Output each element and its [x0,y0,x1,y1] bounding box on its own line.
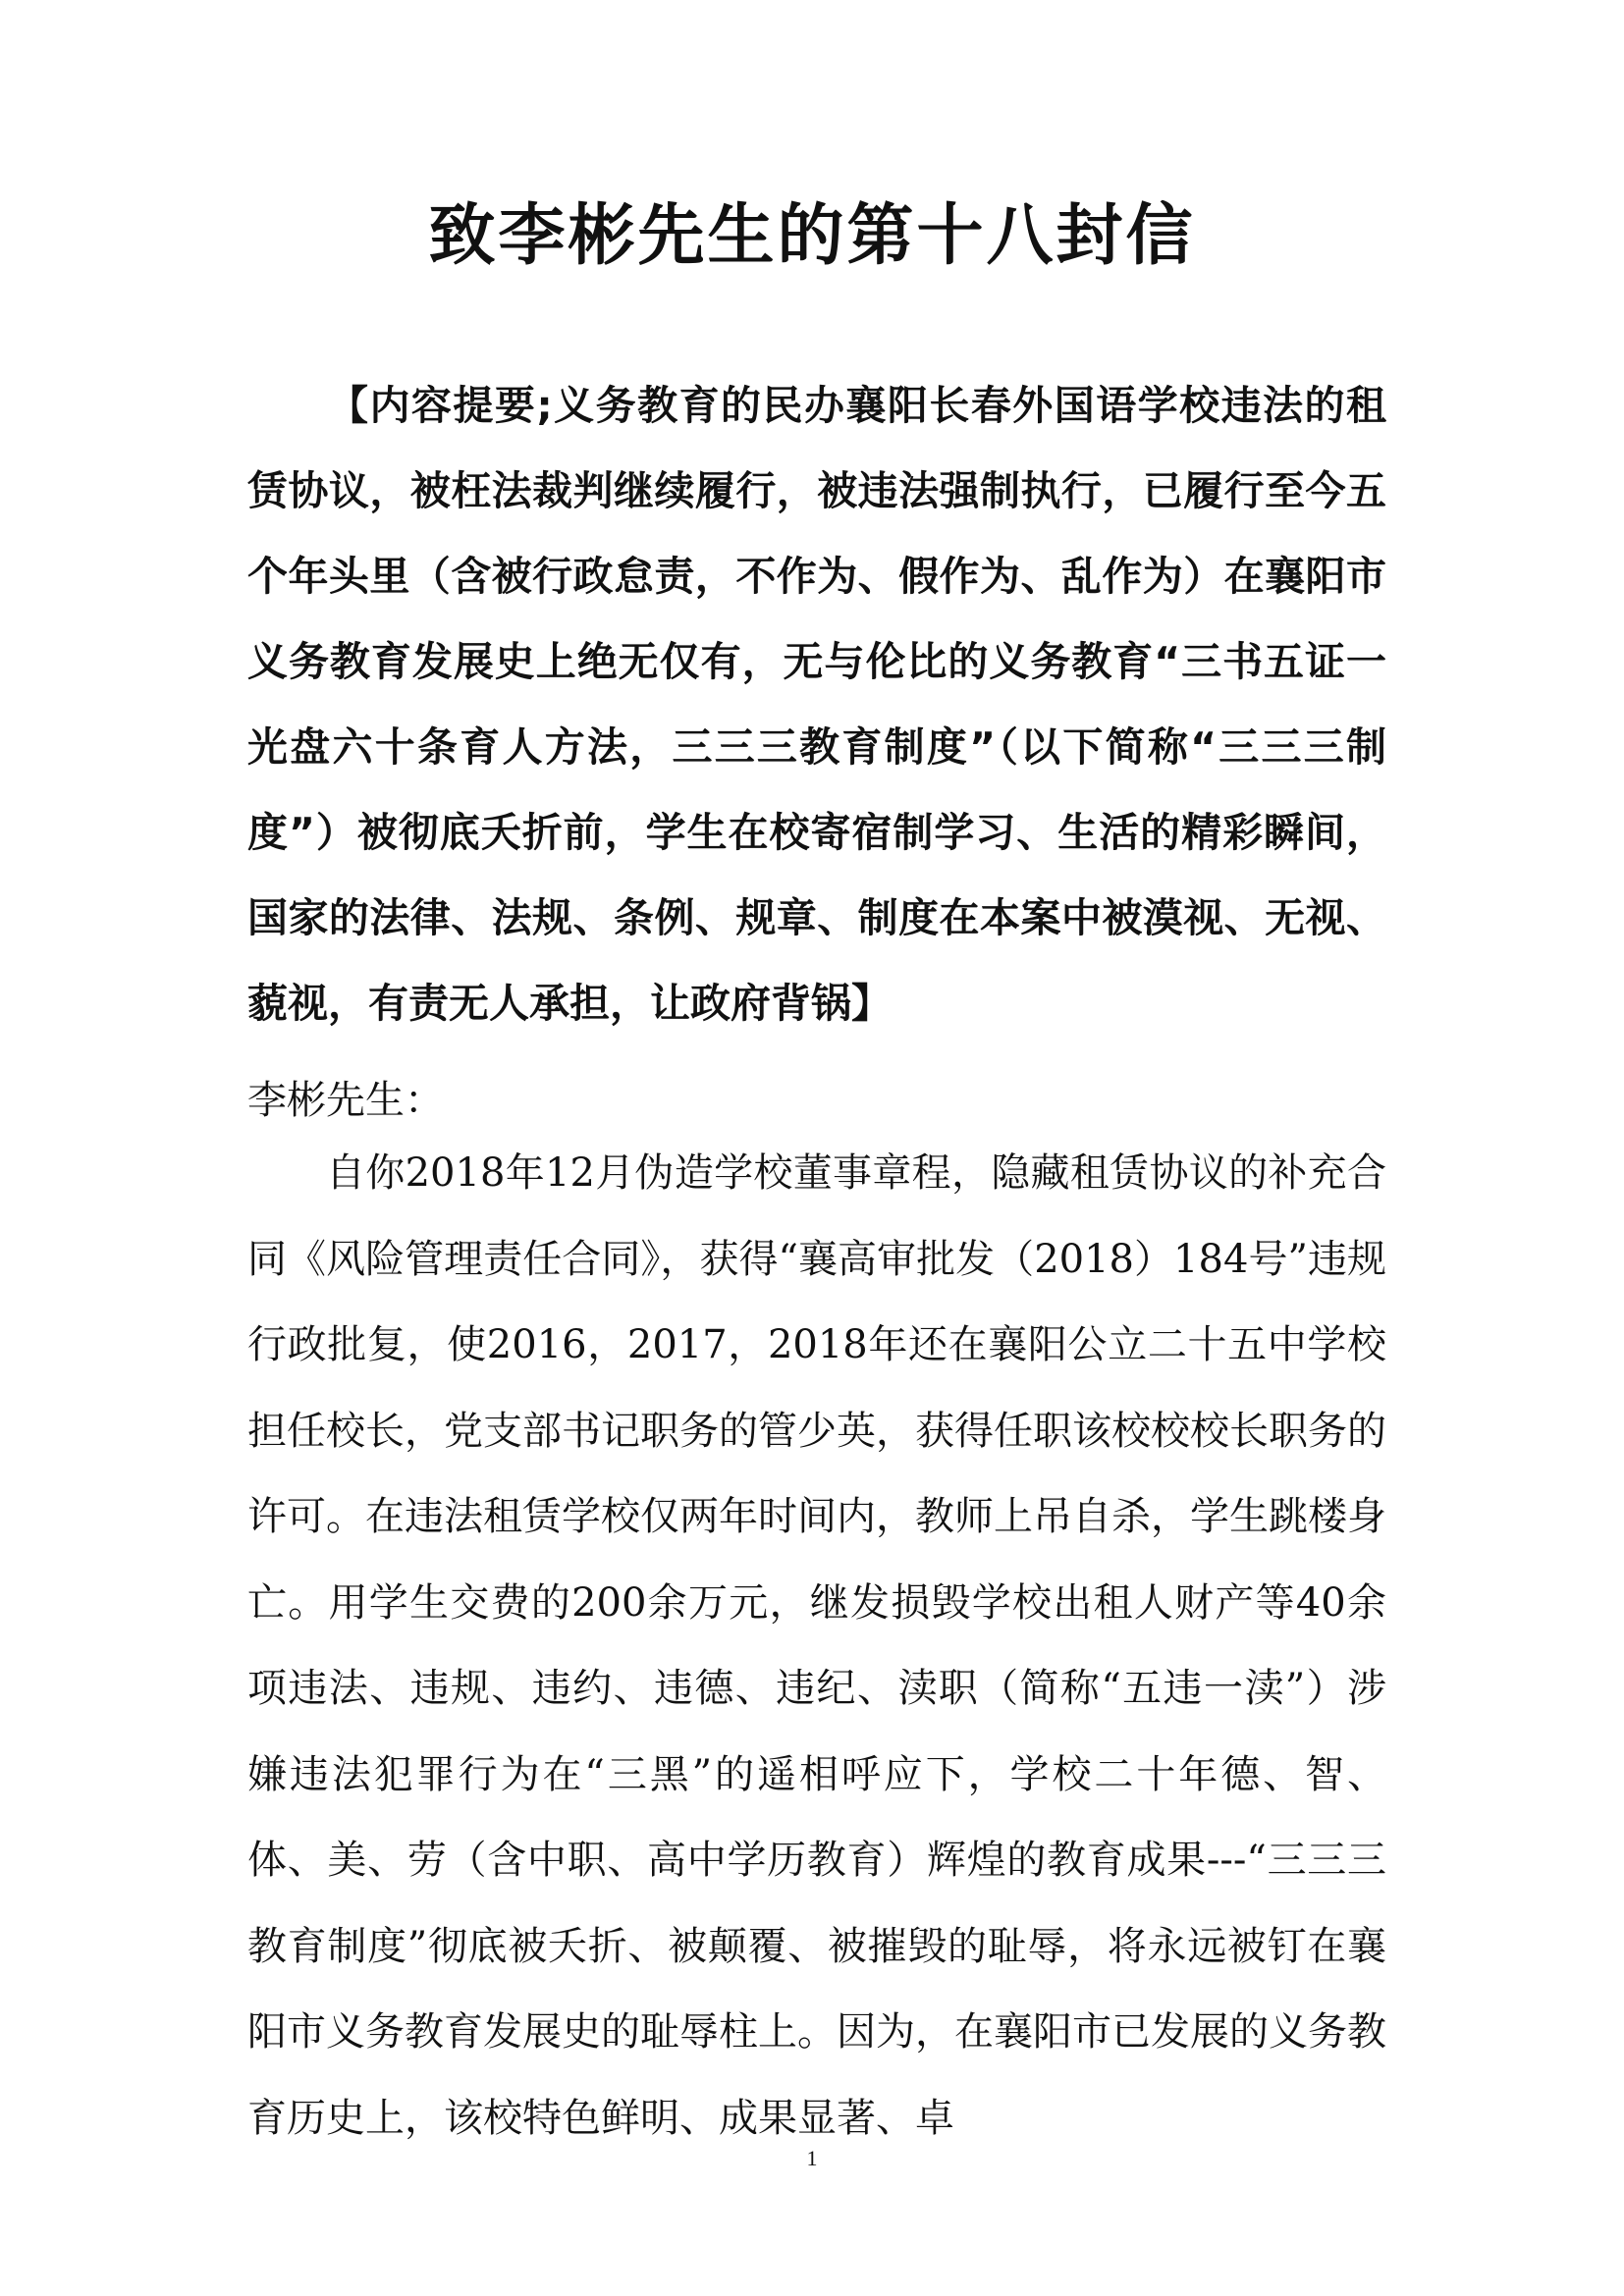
content-abstract: 【内容提要;义务教育的民办襄阳长春外国语学校违法的租赁协议，被枉法裁判继续履行，被违法强制执行，已履行至今五个年头里（含被行政怠责，不作为、假作为、乱作为）在襄阳市义务教育发展史上绝无仅有，无与伦比的义务教育“三书五证一光盘六十条育人方法，三三三教育制度”（以下简称“三三三制度”）被彻底夭折前，学生在校寄宿制学习、生活的精彩瞬间，国家的法律、法规、条例、规章、制度在本案中被漠视、无视、藐视，有责无人承担，让政府背锅】 [247,382,1386,1027]
page-number: 1 [806,2146,818,2170]
salutation: 李彬先生： [247,1078,444,1123]
body-paragraph: 自你2018年12月伪造学校董事章程，隐藏租赁协议的补充合同《风险管理责任合同》，获得“襄高审批发（2018）184号”违规行政批复，使2016，2017，2018年还在襄阳公立二十五中学校担任校长，党支部书记职务的管少英，获得任职该校校校长职务的许可。在违法租赁学校仅两年时间内，教师上吊自杀，学生跳楼身亡。用学生交费的200余万元，继发损毁学校出租人财产等40余项违法、违规、违约、违德、违纪、渎职（简称“五违一渎”）涉嫌违法犯罪行为在“三黑”的遥相呼应下，学校二十年德、智、体、美、劳（含中职、高中学历教育）辉煌的教育成果---“三三三教育制度”彻底被夭折、被颠覆、被摧毁的耻辱，将永远被钉在襄阳市义务教育发展史的耻辱柱上。因为，在襄阳市已发展的义务教育历史上，该校特色鲜明、成果显著、卓 [247,1150,1386,2141]
document-title: 致李彬先生的第十八封信 [428,196,1196,275]
